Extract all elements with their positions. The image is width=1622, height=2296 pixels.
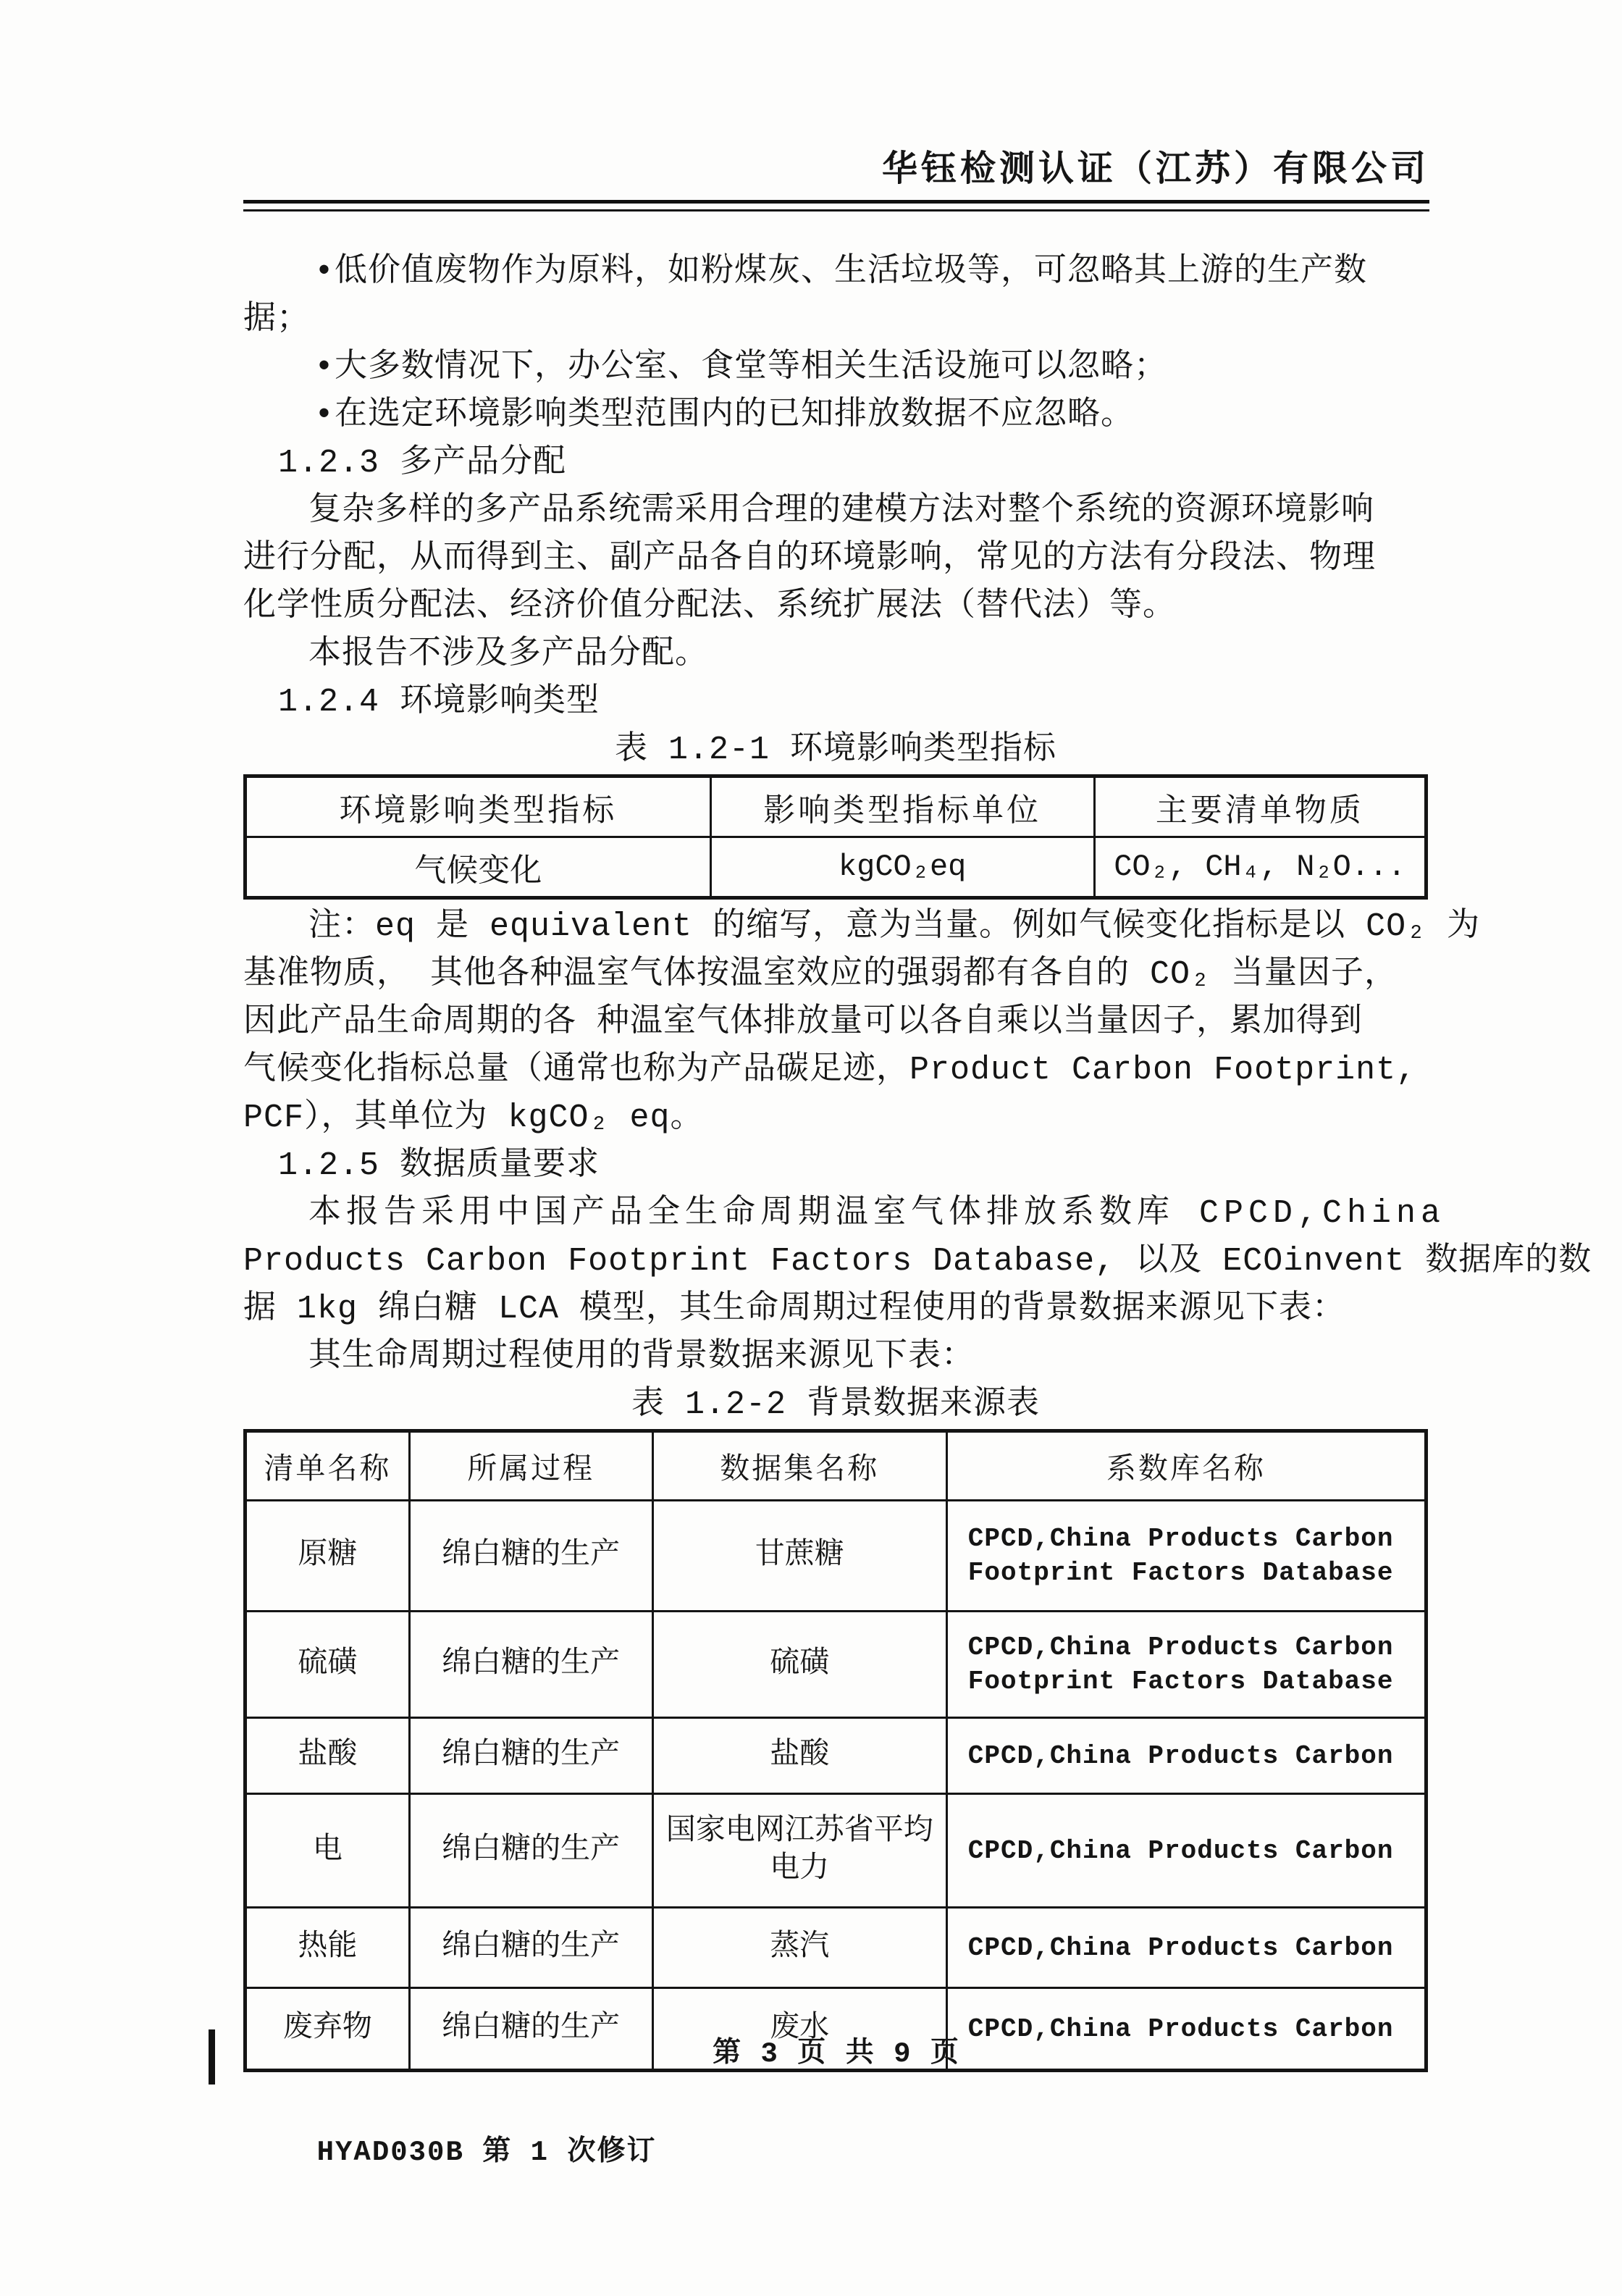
table-cell: 国家电网江苏省平均电力 xyxy=(652,1794,946,1908)
bullet-line: •低价值废物作为原料，如粉煤灰、生活垃圾等，可忽略其上游的生产数 xyxy=(314,254,1368,290)
column-header: 数据集名称 xyxy=(652,1431,946,1501)
table-cell: 废水 xyxy=(652,1988,946,2071)
table-header-row xyxy=(245,1431,1426,1501)
impact-type-table xyxy=(243,774,1428,900)
text-line: 本报告采用中国产品全生命周期温室气体排放系数库 CPCD,China xyxy=(308,1195,1446,1232)
table-cell: CPCD,China Products Carbon Footprint Factors Database xyxy=(946,1501,1426,1612)
text-line: 据 1kg 绵白糖 LCA 模型，其生命周期过程使用的背景数据来源见下表： xyxy=(243,1291,1346,1328)
table-cell: CO₂, CH₄, N₂O... xyxy=(1094,837,1426,898)
table-cell: CPCD,China Products Carbon xyxy=(946,1794,1426,1908)
background-data-table xyxy=(243,1429,1428,2072)
table-cell: 盐酸 xyxy=(652,1718,946,1794)
text-line: 气候变化指标总量（通常也称为产品碳足迹，Product Carbon Footprint, xyxy=(243,1052,1417,1089)
table-cell: 原糖 xyxy=(245,1501,410,1612)
section-heading: 1.2.3 多产品分配 xyxy=(278,445,567,482)
table-cell: 硫磺 xyxy=(245,1612,410,1718)
bullet-line: •大多数情况下，办公室、食堂等相关生活设施可以忽略； xyxy=(314,349,1168,386)
revision-mark-bar xyxy=(209,2029,215,2085)
table-cell: 盐酸 xyxy=(245,1718,410,1794)
table-row xyxy=(245,1794,1426,1908)
header-rule xyxy=(243,200,1429,211)
section-heading: 1.2.4 环境影响类型 xyxy=(278,684,600,721)
body-text-mid xyxy=(243,903,1592,1381)
table-row xyxy=(245,1501,1426,1612)
table-cell: 绵白糖的生产 xyxy=(409,1794,652,1908)
table-cell: 甘蔗糖 xyxy=(652,1501,946,1612)
table-header-row xyxy=(245,776,1426,837)
column-header: 系数库名称 xyxy=(946,1431,1426,1501)
table-row xyxy=(245,1612,1426,1718)
text-line: PCF），其单位为 kgCO₂ eq。 xyxy=(243,1099,704,1136)
table-cell: 绵白糖的生产 xyxy=(409,1612,652,1718)
table-cell: CPCD,China Products Carbon xyxy=(946,1988,1426,2071)
doc-code: HYAD030B 第 1 次修订 xyxy=(316,2137,657,2169)
text-line: 复杂多样的多产品系统需采用合理的建模方法对整个系统的资源环境影响 xyxy=(308,493,1375,529)
text-line: 据； xyxy=(243,301,311,338)
table-cell: 气候变化 xyxy=(245,837,711,898)
text-line: Products Carbon Footprint Factors Database, 以及 ECOinvent 数据库的数 xyxy=(243,1243,1592,1280)
body-text-top xyxy=(243,248,1428,726)
table-cell: CPCD,China Products Carbon xyxy=(946,1908,1426,1988)
text-line: 基准物质， 其他各种温室气体按温室效应的强弱都有各自的 CO₂ 当量因子， xyxy=(243,956,1398,993)
table-cell: 热能 xyxy=(245,1908,410,1988)
table-row xyxy=(245,837,1426,898)
column-header: 主要清单物质 xyxy=(1094,776,1426,837)
column-header: 环境影响类型指标 xyxy=(245,776,711,837)
column-header: 影响类型指标单位 xyxy=(710,776,1094,837)
table-cell: 绵白糖的生产 xyxy=(409,1988,652,2071)
table-cell: 绵白糖的生产 xyxy=(409,1718,652,1794)
table-cell: 废弃物 xyxy=(245,1988,410,2071)
text-line: 进行分配，从而得到主、副产品各自的环境影响，常见的方法有分段法、物理 xyxy=(243,540,1377,577)
table-cell: kgCO₂eq xyxy=(710,837,1094,898)
page-number: 第 3 页 共 9 页 xyxy=(713,2038,960,2070)
table-cell: 硫磺 xyxy=(652,1612,946,1718)
table-cell: 绵白糖的生产 xyxy=(409,1501,652,1612)
table-cell: 绵白糖的生产 xyxy=(409,1908,652,1988)
company-name: 华钰检测认证（江苏）有限公司 xyxy=(881,151,1429,191)
page-content xyxy=(243,248,1592,2072)
bullet-line: •在选定环境影响类型范围内的已知排放数据不应忽略。 xyxy=(314,397,1135,434)
table-title: 表 1.2-2 背景数据来源表 xyxy=(631,1386,1041,1423)
text-line: 化学性质分配法、经济价值分配法、系统扩展法（替代法）等。 xyxy=(243,588,1177,625)
text-line: 注：eq 是 equivalent 的缩写，意为当量。例如气候变化指标是以 CO₂ 为 xyxy=(308,908,1481,945)
table-row xyxy=(245,1908,1426,1988)
table-cell: CPCD,China Products Carbon Footprint Factors Database xyxy=(946,1612,1426,1718)
table-cell: 蒸汽 xyxy=(652,1908,946,1988)
page-footer xyxy=(243,2029,1429,2276)
text-line: 因此产品生命周期的各 种温室气体排放量可以各自乘以当量因子，累加得到 xyxy=(243,1004,1363,1041)
section-heading: 1.2.5 数据质量要求 xyxy=(278,1147,600,1184)
text-line: 本报告不涉及多产品分配。 xyxy=(308,636,709,673)
table-cell: 电 xyxy=(245,1794,410,1908)
text-line: 其生命周期过程使用的背景数据来源见下表： xyxy=(308,1338,975,1375)
table-cell: CPCD,China Products Carbon xyxy=(946,1718,1426,1794)
table-row xyxy=(245,1718,1426,1794)
column-header: 所属过程 xyxy=(409,1431,652,1501)
column-header: 清单名称 xyxy=(245,1431,410,1501)
table-title: 表 1.2-1 环境影响类型指标 xyxy=(614,732,1057,768)
